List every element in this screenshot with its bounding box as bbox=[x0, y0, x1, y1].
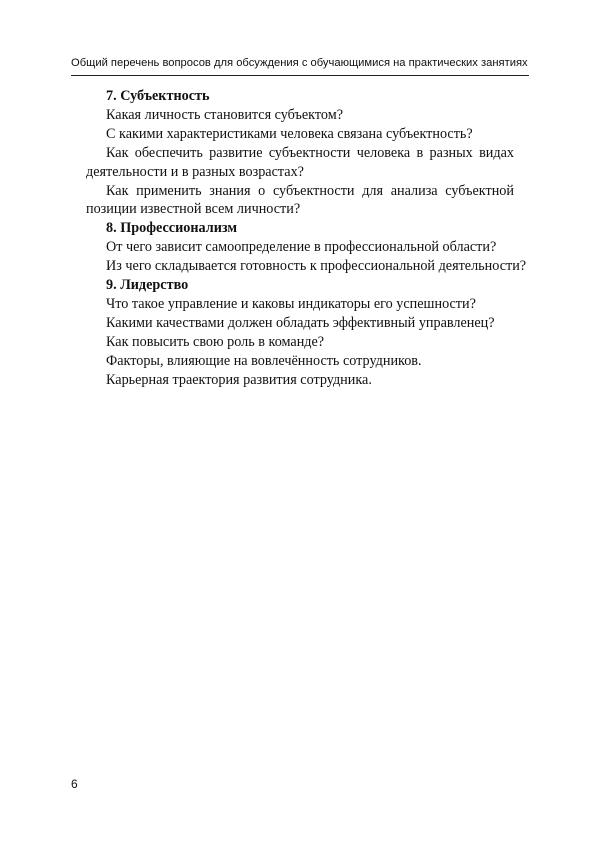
header-rule bbox=[71, 75, 529, 76]
question-item: С какими характеристиками человека связана субъектность? bbox=[106, 125, 473, 142]
section-title-subjectness: 7. Субъектность bbox=[106, 88, 210, 104]
page-content bbox=[86, 87, 527, 390]
section-title-leadership: 9. Лидерство bbox=[106, 277, 189, 294]
question-item: Факторы, влияющие на вовлечённость сотрудников. bbox=[106, 352, 422, 369]
question-item: Какая личность становится субъектом? bbox=[106, 106, 344, 123]
question-item: Как повысить свою роль в команде? bbox=[106, 333, 325, 350]
running-header: Общий перечень вопросов для обсуждения с обучающимися на практических занятиях bbox=[71, 57, 528, 69]
question-item: От чего зависит самоопределение в профессиональной области? bbox=[106, 239, 497, 256]
page-number: 6 bbox=[71, 777, 78, 791]
question-item: Из чего складывается готовность к профессиональной деятельности? bbox=[106, 258, 527, 275]
section-title-professionalism: 8. Профессионализм bbox=[106, 220, 238, 237]
question-item: Что такое управление и каковы индикаторы его успешности? bbox=[106, 295, 476, 312]
question-item: Карьерная траектория развития сотрудника. bbox=[106, 371, 372, 388]
question-item: Как применить знания о субъектности для анализа субъектной позиции известной всем личности? bbox=[86, 182, 514, 218]
question-item: Как обеспечить развитие субъектности человека в разных видах деятельности и в разных возрастах? bbox=[86, 144, 514, 180]
question-item: Какими качествами должен обладать эффективный управленец? bbox=[106, 314, 495, 331]
